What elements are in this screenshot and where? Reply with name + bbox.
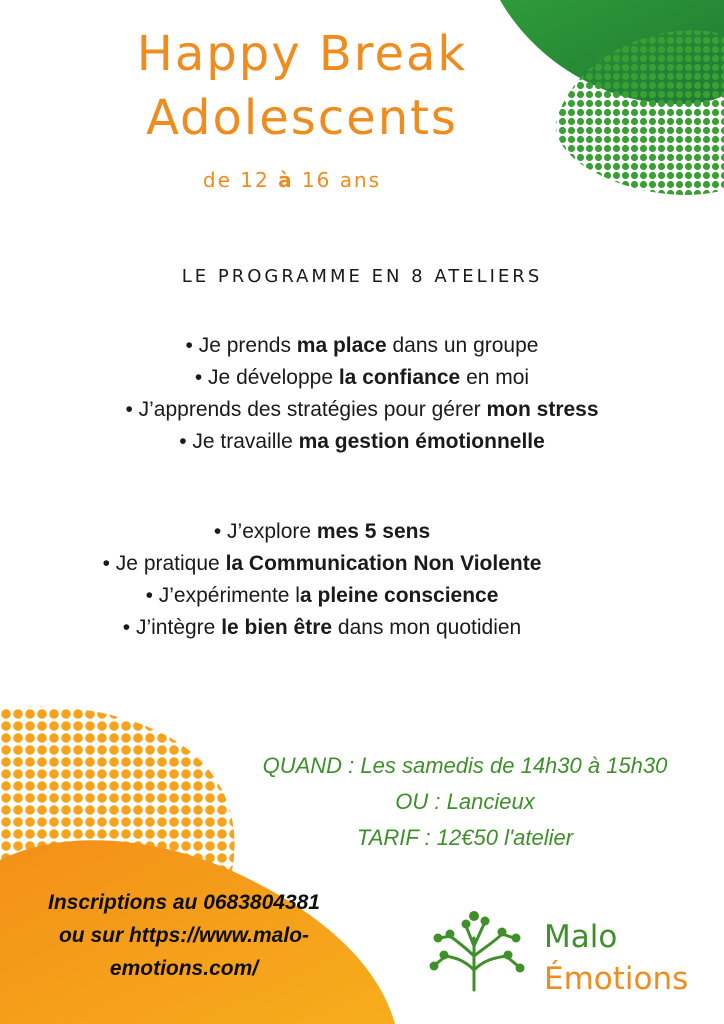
- brand-logo-text: [544, 916, 688, 1000]
- list-item: • Je pratique la Communication Non Violente: [102, 552, 542, 575]
- age-suffix: 16 ans: [301, 168, 382, 192]
- brand-word-2: Émotions: [544, 961, 689, 997]
- age-mid: à: [278, 168, 294, 192]
- list-item: • Je prends ma place dans un groupe: [185, 334, 539, 357]
- title-line-1: Happy Break: [136, 26, 468, 82]
- list-item: • J’intègre le bien être dans mon quotidien: [122, 616, 522, 639]
- list-item: • J’apprends des stratégies pour gérer mon stress: [125, 398, 599, 421]
- list-item: • J’explore mes 5 sens: [213, 520, 431, 543]
- age-range: [0, 168, 654, 192]
- workshop-list-2: [0, 516, 684, 644]
- registration-url-1: ou sur https://www.malo-: [58, 924, 310, 947]
- brand-word-1: Malo: [544, 919, 618, 955]
- age-prefix: de 12: [202, 168, 270, 192]
- where-info: OU : Lancieux: [395, 789, 535, 814]
- tree-logo-icon: [428, 908, 528, 992]
- programme-heading: LE PROGRAMME EN 8 ATELIERS: [181, 266, 543, 287]
- when-info: QUAND : Les samedis de 14h30 à 15h30: [262, 753, 668, 778]
- workshop-list-1: [0, 330, 724, 458]
- registration-info: [14, 886, 354, 985]
- price-info: TARIF : 12€50 l'atelier: [356, 825, 574, 850]
- title-line-2: Adolescents: [146, 90, 458, 146]
- registration-phone: Inscriptions au 0683804381: [48, 891, 320, 914]
- list-item: • J’expérimente la pleine conscience: [145, 584, 499, 607]
- registration-url-2: emotions.com/: [109, 957, 259, 980]
- list-item: • Je travaille ma gestion émotionnelle: [179, 430, 545, 453]
- list-item: • Je développe la confiance en moi: [194, 366, 530, 389]
